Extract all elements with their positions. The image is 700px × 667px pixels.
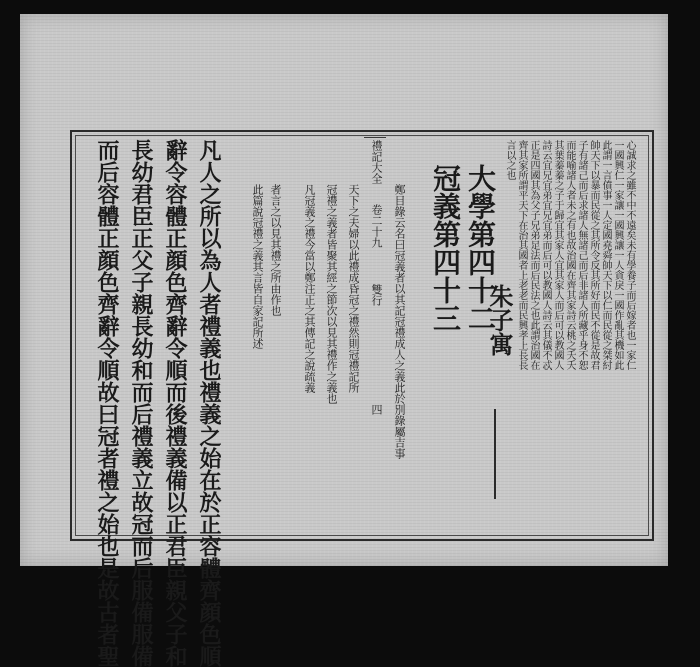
commentary-column: 天下之夫婦以此禮成昏冠之禮然則冠禮記所 bbox=[347, 184, 360, 393]
prev-text-column: 一國興仁一家讓一國興讓一人貪戾一國作亂其機如此 bbox=[612, 140, 623, 370]
book-label: 禮記大全 bbox=[370, 140, 383, 184]
main-text-column: 凡人之所以為人者禮義也禮義之始在於正容體齊顔色順 bbox=[196, 139, 222, 667]
count-label: 雙行 bbox=[370, 284, 383, 306]
prev-text-column: 子有諸己而后求諸人無諸己而后非諸人所藏乎身不恕 bbox=[576, 140, 587, 370]
section-title: 冠義第四十三 bbox=[429, 164, 462, 332]
main-text-column: 而后容體正顔色齊辭令順故曰冠者禮之始也是故古者聖 bbox=[94, 139, 120, 667]
prev-text-column: 正是四國其為父子兄弟足法而后民法之也此謂治國在 bbox=[528, 140, 539, 370]
prev-text-column: 而能喻諸人者未之有也故治國在齊其家詩云桃之夭夭 bbox=[564, 140, 575, 370]
author-name-right: 朱子寓 bbox=[485, 284, 514, 356]
main-text-column: 辭令容體正顔色齊辭令順而後禮義備以正君臣親父子和 bbox=[162, 139, 188, 667]
commentary-column: 者言之以見其禮之所由作也 bbox=[269, 184, 282, 316]
blank-mark bbox=[494, 409, 496, 499]
page-number: 四 bbox=[370, 404, 383, 415]
prev-text-column: 心誠求之雖不中不遠矣未有學養子而后嫁者也一家仁 bbox=[624, 140, 635, 370]
chapter-title: 大學第四十二 bbox=[464, 164, 497, 332]
prev-text-column: 詩云宜兄宜弟宜兄宜弟而后可以教國人詩云其儀不忒 bbox=[540, 140, 551, 370]
prev-text-column: 其葉蓁蓁之子于歸宜其家人宜其家人而后可以教國人 bbox=[552, 140, 563, 370]
main-text-column: 長幼君臣正父子親長幼和而后禮義立故冠而后服備服備 bbox=[128, 139, 154, 667]
volume-label: 卷二十九 bbox=[370, 204, 383, 248]
prev-text-column: 帥天下以暴而民從之其所令反其所好而民不從是故君 bbox=[588, 140, 599, 370]
prev-text-column: 齊其家所謂平天下在治其國者上老老而民興孝上長長 bbox=[516, 140, 527, 370]
note-column: 鄭目錄云名曰冠義者以其記冠禮成人之義此於別錄屬吉事 bbox=[393, 184, 406, 459]
fold-line bbox=[364, 137, 386, 138]
commentary-column: 冠禮之義者皆聚其經之節次以見其禮作之義也 bbox=[325, 184, 338, 404]
prev-tail: 言以之也 bbox=[504, 140, 515, 180]
prev-text-column: 此謂一言僨事一人定國堯舜帥天下以仁而民從之桀紂 bbox=[600, 140, 611, 370]
paper-sheet bbox=[20, 14, 668, 667]
commentary-column: 凡冠義之禮今當以鄭注正之其傳記之說疏義 bbox=[303, 184, 316, 393]
commentary-column: 此篇說冠禮之義其言皆自家記所述 bbox=[251, 184, 264, 349]
